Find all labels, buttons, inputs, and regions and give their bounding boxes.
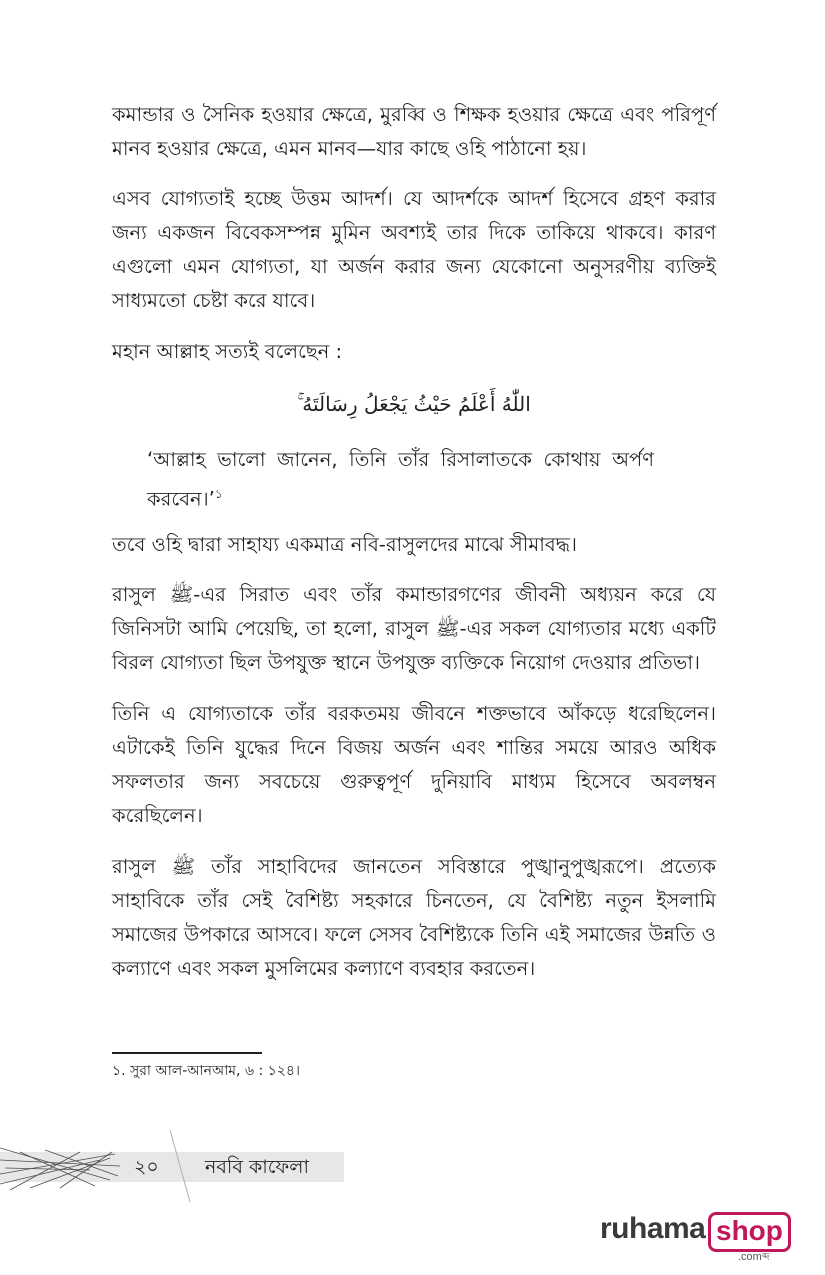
- arabic-verse: اللّٰهُ أَعْلَمُ حَيْثُ يَجْعَلُ رِسَالَتَهُ ۚ: [297, 392, 531, 416]
- logo-com-text: .comব্দ: [738, 1251, 770, 1263]
- paragraph-3: মহান আল্লাহ সত্যই বলেছেন :: [112, 340, 343, 363]
- ruhamashop-logo: [600, 1208, 783, 1263]
- paragraph-4: তবে ওহি দ্বারা সাহায্য একমাত্র নবি-রাসুলদের মাঝে সীমাবদ্ধ।: [112, 533, 577, 556]
- footer-decoration: [0, 1130, 200, 1202]
- paragraph-6: তিনি এ যোগ্যতাকে তাঁর বরকতময় জীবনে শক্তভাবে আঁকড়ে ধরেছিলেন। এটাকেই তিনি যুদ্ধের দিনে বিজয় অর্জন এবং শান্তির সময়ে আরও অধিক সফলতার জন্য সবচেয়ে গুরুত্বপূর্ণ দুনিয়াবি মাধ্যম হিসেবে অবলম্বন করেছিলেন।: [112, 702, 716, 827]
- paragraph-1: কমান্ডার ও সৈনিক হওয়ার ক্ষেত্রে, মুরব্বি ও শিক্ষক হওয়ার ক্ষেত্রে এবং পরিপূর্ণ মানব হওয়ার ক্ষেত্রে, এমন মানব—যার কাছে ওহি পাঠানো হয়।: [112, 103, 716, 160]
- paragraph-2: এসব যোগ্যতাই হচ্ছে উত্তম আদর্শ। যে আদর্শকে আদর্শ হিসেবে গ্রহণ করার জন্য একজন বিবেকসম্পন্ন মুমিন অবশ্যই তার দিকে তাকিয়ে থাকবে। কারণ এগুলো এমন যোগ্যতা, যা অর্জন করার জন্য যেকোনো অনুসরণীয় ব্যক্তিই সাধ্যমতো চেষ্টা করে যাবে।: [112, 187, 716, 312]
- book-title: নববি কাফেলা: [205, 1156, 309, 1178]
- logo-shop-text: shop: [708, 1212, 791, 1252]
- paragraph-5: রাসুল ﷺ-এর সিরাত এবং তাঁর কমান্ডারগণের জীবনী অধ্যয়ন করে যে জিনিসটা আমি পেয়েছি, তা হলো, রাসুল ﷺ-এর সকল যোগ্যতার মধ্যে একটি বিরল যোগ্যতা ছিল উপযুক্ত স্থানে উপযুক্ত ব্যক্তিকে নিয়োগ দেওয়ার প্রতিভা।: [112, 583, 716, 674]
- footnote-mark: ১: [214, 487, 223, 501]
- paragraph-7: রাসুল ﷺ তাঁর সাহাবিদের জানতেন সবিস্তারে পুঙ্খানুপুঙ্খরূপে। প্রত্যেক সাহাবিকে তাঁর সেই বৈশিষ্ট্য সহকারে চিনতেন, যে বৈশিষ্ট্য নতুন ইসলামি সমাজের উপকারে আসবে। ফলে সেসব বৈশিষ্ট্যকে তিনি এই সমাজের উন্নতি ও কল্যাণে এবং সকল মুসলিমের কল্যাণে ব্যবহার করতেন।: [112, 855, 717, 980]
- logo-ruhama-text: ruhama: [600, 1212, 706, 1245]
- quote-translation: [147, 443, 654, 517]
- footnote: ১. সুরা আল-আনআম, ৬ : ১২৪।: [112, 1063, 300, 1079]
- footnote-divider: [112, 1052, 262, 1054]
- page-number: ২০: [134, 1156, 159, 1178]
- quote-text: ‘আল্লাহ ভালো জানেন, তিনি তাঁর রিসালাতকে কোথায় অর্পণ করবেন।’: [147, 448, 654, 511]
